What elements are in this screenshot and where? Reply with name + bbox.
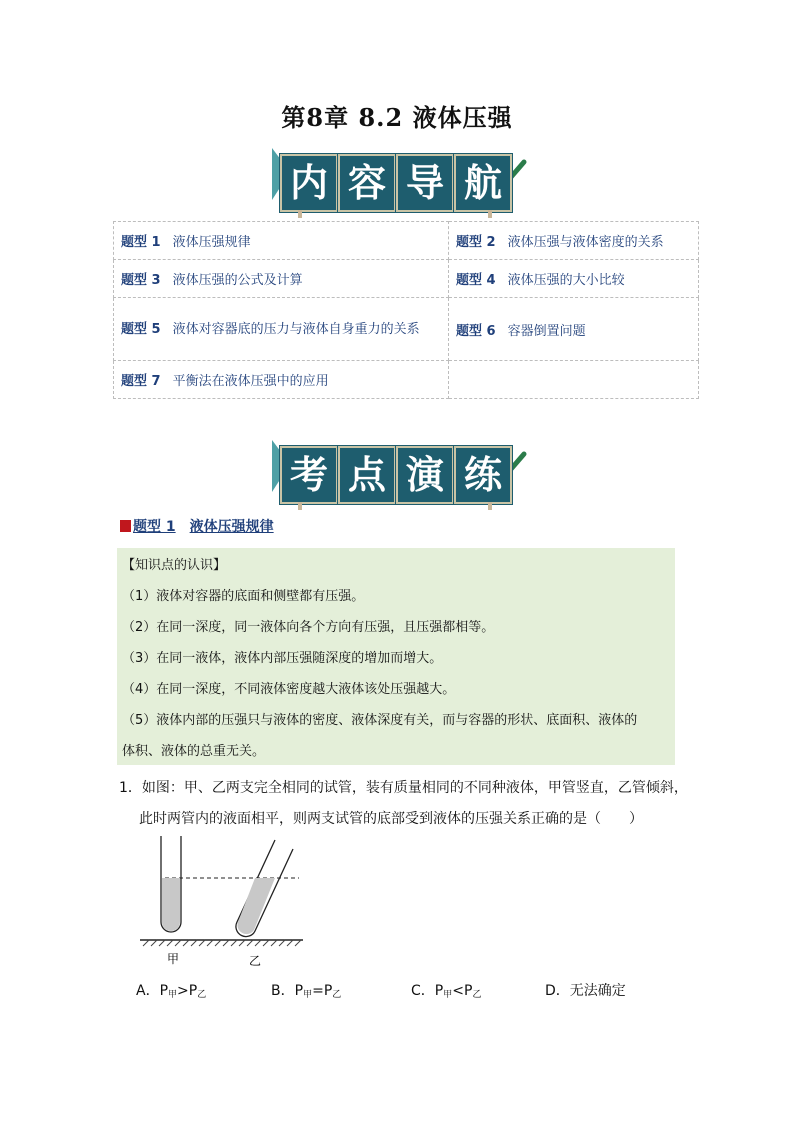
knowledge-line: （4）在同一深度，不同液体密度越大液体该处压强越大。: [122, 682, 456, 697]
knowledge-heading: 【知识点的认识】: [122, 558, 227, 573]
banner-char: 导: [396, 154, 454, 212]
topic-cell[interactable]: 题型 1 液体压强规律: [114, 222, 449, 260]
table-row: [114, 298, 699, 361]
banner-char: 内: [280, 154, 338, 212]
question: [119, 773, 699, 835]
topic-table: [113, 221, 699, 399]
question-text: 如图：甲、乙两支完全相同的试管，装有质量相同的不同种液体，甲管竖直，乙管倾斜，: [141, 780, 688, 796]
topic-cell[interactable]: 题型 2 液体压强与液体密度的关系: [449, 222, 699, 260]
option-b[interactable]: B．$P_甲=P_乙$: [271, 983, 342, 1000]
practice-banner: [268, 440, 530, 512]
question-text: 此时两管内的液面相平，则两支试管的底部受到液体的压强关系正确的是（ ）: [139, 811, 643, 827]
banner-char: 航: [454, 154, 512, 212]
content-navigation-banner: [268, 148, 530, 220]
knowledge-line: 体积、液体的总重无关。: [122, 744, 266, 759]
table-row: [114, 260, 699, 298]
topic-cell[interactable]: 题型 6 容器倒置问题: [449, 298, 699, 361]
banner-char: 练: [454, 446, 512, 504]
topic-cell-empty: [449, 361, 699, 399]
topic-cell[interactable]: 题型 4 液体压强的大小比较: [449, 260, 699, 298]
table-row: [114, 222, 699, 260]
option-d[interactable]: D．无法确定: [545, 983, 626, 999]
tube-a-label: 甲: [167, 952, 180, 966]
banner-char: 考: [280, 446, 338, 504]
table-row: [114, 361, 699, 399]
topic-cell[interactable]: 题型 7 平衡法在液体压强中的应用: [114, 361, 449, 399]
option-a[interactable]: A．$P_甲>P_乙$: [136, 983, 207, 1000]
banner-char: 容: [338, 154, 396, 212]
tube-b-label: 乙: [249, 954, 262, 968]
red-square-icon: [120, 520, 131, 532]
section-heading: 题型 1 液体压强规律: [120, 516, 274, 536]
page-title: 第8章 8.2 液体压强: [281, 103, 513, 132]
topic-cell[interactable]: 题型 5 液体对容器底的压力与液体自身重力的关系: [114, 298, 449, 361]
banner-char: 演: [396, 446, 454, 504]
question-number: 1．: [119, 780, 142, 796]
topic-cell[interactable]: 题型 3 液体压强的公式及计算: [114, 260, 449, 298]
knowledge-box: [117, 548, 675, 765]
knowledge-line: （3）在同一液体，液体内部压强随深度的增加而增大。: [122, 651, 443, 666]
knowledge-line: （2）在同一深度，同一液体向各个方向有压强，且压强都相等。: [122, 620, 495, 635]
option-c[interactable]: C．$P_甲<P_乙$: [411, 983, 482, 1000]
knowledge-line: （5）液体内部的压强只与液体的密度、液体深度有关，而与容器的形状、底面积、液体的: [122, 713, 638, 728]
banner-char: 点: [338, 446, 396, 504]
knowledge-line: （1）液体对容器的底面和侧壁都有压强。: [122, 589, 365, 604]
test-tubes-figure: [135, 830, 305, 970]
